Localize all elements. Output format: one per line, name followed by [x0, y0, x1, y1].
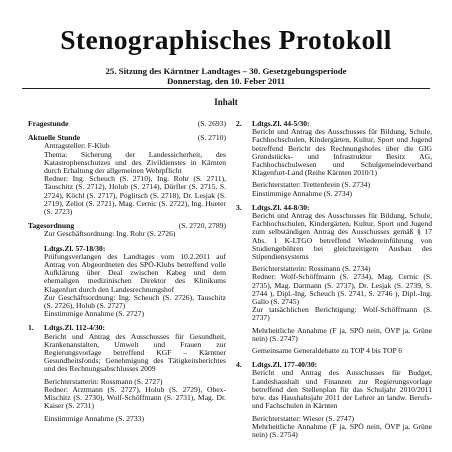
toc-tagesordnung — [28, 222, 226, 238]
right-column — [236, 120, 432, 445]
motion-text: Bericht und Antrag des Ausschusses für Budget, Landeshaushalt und Finanzen zur Regierungsvorlage betreffend den Stellenplan für das Schuljahr 2010/2011 bzw. das Haushaltsjahr 2011 der Lehrer an landw. Berufs- und Fachschulen in Kärnten — [252, 368, 432, 411]
rapporteur: Berichterstatter: Trettenbrein (S. 2734) — [252, 180, 371, 190]
toc-label: Fragestunde — [28, 119, 69, 128]
item-number: 3. — [236, 202, 242, 212]
session-date: Donnerstag, den 10. Feber 2011 — [166, 76, 286, 86]
motion-text: Bericht und Antrag des Ausschusses für Bildung, Schule, Fachhochschulen, Kindergärten, Kultur, Sport und Jugend zum selbständigen Antrag des Ausschusses gemäß § 17 Abs. 1 K-LTGO betreffend Wiedereinführung von Studiengebühren bei gleichzeitigem Ausbau des Stipendiensystems — [252, 211, 432, 262]
toc-label: Tagesordnung — [28, 221, 75, 231]
session-subtitle: 25. Sitzung des Kärntner Landtages – 30. Gesetzgebungsperiode — [105, 66, 347, 76]
contents-heading: Inhalt — [214, 97, 238, 107]
header-divider — [22, 88, 430, 89]
correction: Zur tatsächlichen Berichtigung: Wolf-Schöffmann (S. 2737) — [252, 305, 432, 323]
item-number: 2. — [236, 119, 242, 128]
result: Einstimmige Annahme (S. 2727) — [44, 309, 144, 319]
motion-text: Bericht und Antrag des Ausschusses für Bildung, Schule, Fachhochschulen, Kindergärten, Kultur, Sport und Jugend betreffend Bericht des Rechnungshofes über die GIG Grundstücks- und Infrastruktur Besitz AG, Fachhochschulwesen und Schulgemeindeverband Klagenfurt-Land (Reihe Kärnten 2010/1) — [252, 127, 432, 178]
page-ref: (S. 2710) — [197, 133, 226, 143]
toc-label: Aktuelle Stunde — [28, 133, 81, 143]
left-column — [28, 120, 226, 429]
motion-text: Bericht und Antrag des Ausschusses für Gesundheit, Krankenanstalten, Umwelt und Frauen zur Regierungsvorlage betreffend KGF – Kärntner Gesundheitsfonds; Genehmigung des Tätigkeitsberichtes und des Rechnungsabschlusses 2009 — [44, 331, 226, 374]
rapporteur: Berichterstatter: Wieser (S. 2747) — [252, 413, 355, 423]
toc-fragestunde — [28, 120, 226, 128]
result: Einstimmige Annahme (S. 2733) — [44, 413, 144, 423]
joint-debate: Gemeinsame Generaldebatte zu TOP 4 bis TOP 6 — [252, 346, 403, 356]
result: Einstimmige Annahme (S. 2734) — [252, 188, 352, 198]
result: Mehrheitliche Annahme (F ja, SPÖ nein, ÖVP ja, Grüne nein) (S. 2747) — [252, 325, 432, 343]
motion-text: Prüfungsverlangen des Landtages vom 10.2.2011 auf Antrag von Abgeordneten des SPÖ-Klubs betreffend volle Aufklärung über Deal zwischen Kabeg und dem ehemaligen medizinischen Direktor des Klinikums Klagenfurt durch den Landesrechnungshof — [44, 251, 226, 294]
document-title: Stenographisches Protokoll — [60, 24, 392, 55]
toc-label: Ldtgs.Zl. 177-40/30: — [252, 360, 318, 370]
rules-of-procedure: Zur Geschäftsordnung: Ing. Scheuch (S. 2726), Tauschitz (S. 2726), Holub (S. 2727) — [44, 292, 226, 311]
toc-item-4 — [236, 361, 432, 439]
toc-item-3 — [236, 204, 432, 355]
toc-item-2 — [236, 120, 432, 198]
speakers: Redner: Arztmann (S. 2727), Holub (S. 2729), Obex-Mischitz (S. 2730), Wolf-Schöffmann (S. 2731), Mag. Dr. Kaiser (S. 2731) — [44, 384, 226, 411]
result: Mehrheitliche Annahme (F ja, SPÖ nein, ÖVP ja, Grüne nein) (S. 2754) — [252, 421, 432, 439]
rapporteur: Berichterstatterin: Rossmann (S. 2727) — [44, 376, 163, 386]
toc-ldtgs-57 — [28, 245, 226, 319]
speakers: Redner: Wolf-Schöffmann (S. 2734), Mag. Cernic (S. 2735), Mag. Darmann (S. 2737), Dr. Lesjak (S. 2739, S. 2744 ), Dipl.-Ing. Scheuch (S. 2741, S. 2746 ), Dipl.-Ing. Gallo (S. 2745) — [252, 272, 432, 307]
page-ref: (S. 2720, 2789) — [178, 221, 226, 231]
toc-aktuelle-stunde — [28, 134, 226, 216]
toc-label: Ldtgs.Zl. 44-5/30: — [252, 119, 310, 128]
topic: Thema: Sicherung der Landessicherheit, des Katastrophenschutzes und des Zivildienstes in Kärnten durch Erhaltung der allgemeinen Wehrpflicht — [44, 149, 226, 176]
toc-label: Ldtgs.Zl. 112-4/30: — [44, 323, 105, 333]
item-number: 1. — [28, 323, 34, 333]
speakers: Redner: Ing. Scheuch (S. 2710), Ing. Rohr (S. 2711), Tauschitz (S. 2712), Holub (S. 2714), Dörfler (S. 2715, S. 2724), Köchl (S. 2717), Poglitsch (S. 2718), Dr. Lesjak (S. 2719), Zellot (S. 2721), Mag. Cernic (S. 2722), Ing. Hueter (S. 2723) — [44, 174, 226, 217]
toc-label: Ldtgs.Zl. 57-18/30: — [44, 243, 106, 253]
page-ref: (S. 2693) — [197, 119, 226, 128]
applicant: Antragsteller: F-Klub — [44, 141, 110, 151]
item-number: 4. — [236, 360, 242, 370]
toc-label: Ldtgs.Zl. 44-8/30: — [252, 202, 310, 212]
rules-of-procedure: Zur Geschäftsordnung: Ing. Rohr (S. 2726) — [44, 229, 176, 239]
rapporteur: Berichterstatterin: Rossmann (S. 2734) — [252, 264, 371, 274]
toc-item-1 — [28, 324, 226, 422]
